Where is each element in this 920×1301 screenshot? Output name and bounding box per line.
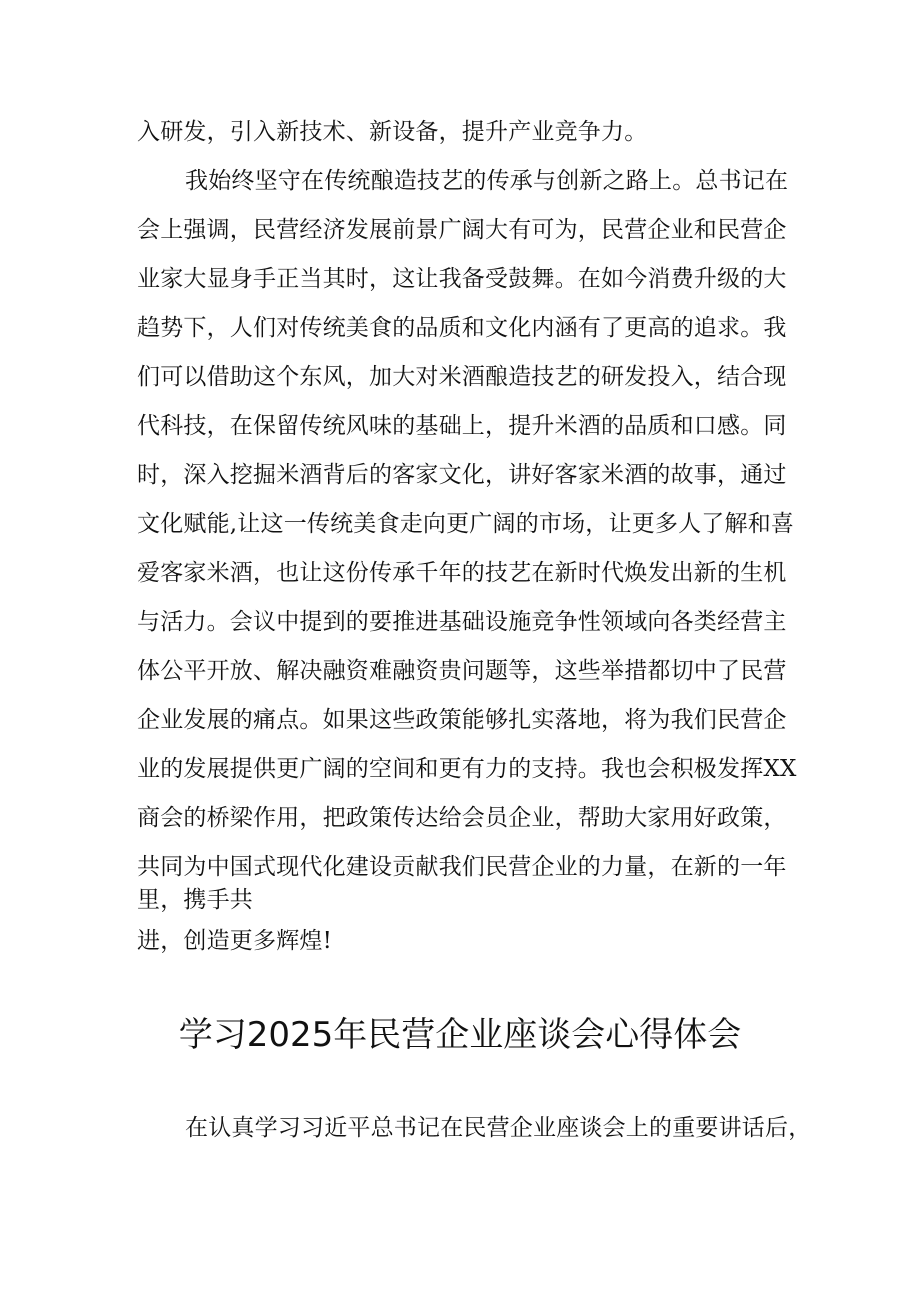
section-first-line: 在认真学习习近平总书记在民营企业座谈会上的重要讲话后， xyxy=(185,1115,812,1141)
text-line: 会上强调，民营经济发展前景广阔大有可为，民营企业和民营企 xyxy=(137,217,787,243)
text-line: 共同为中国式现代化建设贡献我们民营企业的力量，在新的一年 xyxy=(137,854,787,880)
text-line: 趋势下，人们对传统美食的品质和文化内涵有了更高的追求。我 xyxy=(137,315,787,341)
text-line: 进，创造更多辉煌! xyxy=(137,928,333,954)
text-line: 业的发展提供更广阔的空间和更有力的支持。我也会积极发挥XX xyxy=(137,756,797,782)
text-line: 与活力。会议中提到的要推进基础设施竞争性领域向各类经营主 xyxy=(137,609,787,635)
text-line: 爱客家米酒，也让这份传承千年的技艺在新时代焕发出新的生机 xyxy=(137,560,787,586)
paragraph-first-line: 我始终坚守在传统酿造技艺的传承与创新之路上。总书记在 xyxy=(185,168,789,194)
text-line: 企业发展的痛点。如果这些政策能够扎实落地，将为我们民营企 xyxy=(137,707,787,733)
section-title: 学习2025年民营企业座谈会心得体会 xyxy=(178,1015,742,1055)
text-line: 体公平开放、解决融资难融资贵问题等，这些举措都切中了民营 xyxy=(137,658,787,684)
text-line: 商会的桥梁作用，把政策传达给会员企业，帮助大家用好政策， xyxy=(137,805,787,831)
text-line: 业家大显身手正当其时，这让我备受鼓舞。在如今消费升级的大 xyxy=(137,266,787,292)
text-line: 文化赋能,让这一传统美食走向更广阔的市场，让更多人了解和喜 xyxy=(137,511,795,537)
text-line: 入研发，引入新技术、新设备，提升产业竞争力。 xyxy=(137,119,648,145)
text-line: 时，深入挖掘米酒背后的客家文化，讲好客家米酒的故事，通过 xyxy=(137,462,787,488)
text-line: 们可以借助这个东风，加大对米酒酿造技艺的研发投入，结合现 xyxy=(137,364,787,390)
text-line: 里，携手共 xyxy=(137,887,253,913)
text-line: 代科技，在保留传统风味的基础上，提升米酒的品质和口感。同 xyxy=(137,413,787,439)
